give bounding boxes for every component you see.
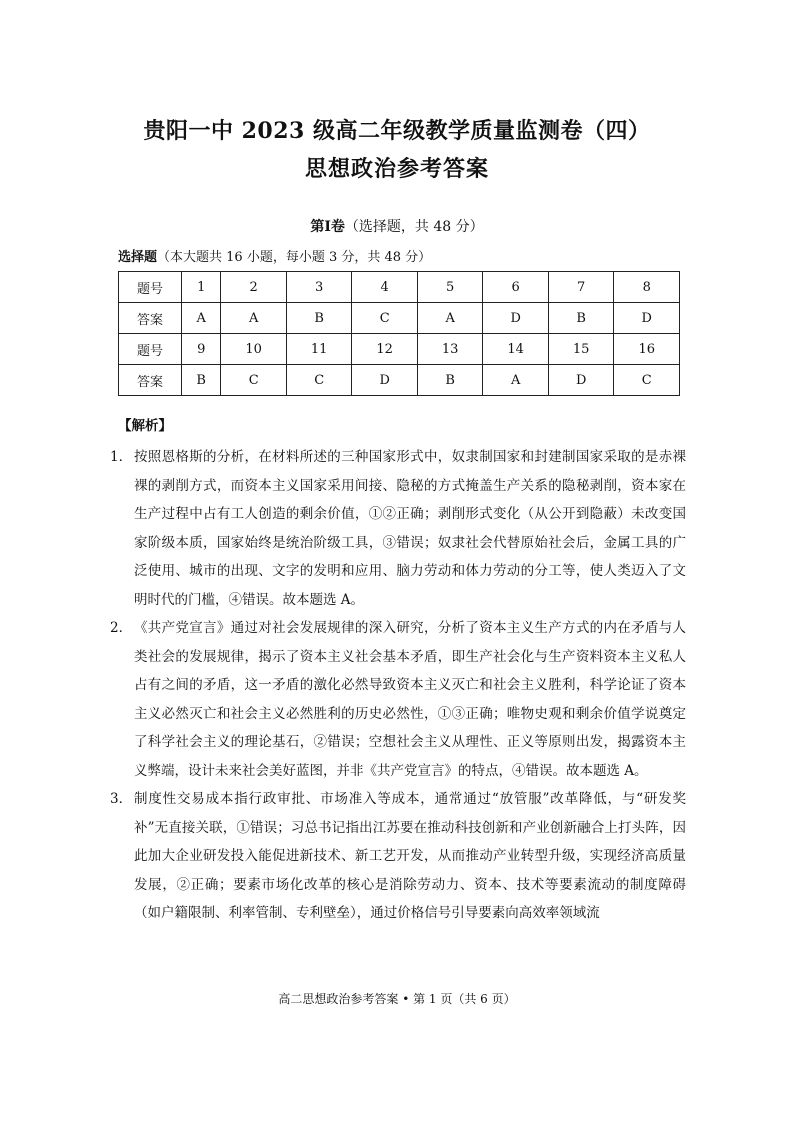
answer-table-cell: C bbox=[614, 365, 680, 396]
answer-table-cell: 7 bbox=[548, 272, 614, 303]
answer-table-cell: B bbox=[286, 303, 352, 334]
answer-table-cell: C bbox=[352, 303, 418, 334]
answer-table-cell: D bbox=[548, 365, 614, 396]
answer-table-cell: 12 bbox=[352, 334, 418, 365]
question-type-desc: （本大题共 16 小题，每小题 3 分，共 48 分） bbox=[157, 250, 432, 265]
answer-table-cell: B bbox=[182, 365, 221, 396]
section-heading bbox=[0, 216, 794, 236]
answer-table-row-header: 题号 bbox=[119, 334, 182, 365]
answer-table-cell: B bbox=[417, 365, 483, 396]
answer-table-row-header: 答案 bbox=[119, 365, 182, 396]
answer-table-cell: B bbox=[548, 303, 614, 334]
question-type-heading bbox=[118, 246, 431, 265]
answer-table-cell: D bbox=[352, 365, 418, 396]
answer-table-cell: A bbox=[221, 303, 287, 334]
answer-table-cell: 13 bbox=[417, 334, 483, 365]
analysis-item-text: 制度性交易成本指行政审批、市场准入等成本，通常通过“放管服”改革降低，与“研发奖补”无直接关联，①错误；习总书记指出江苏要在推动科技创新和产业创新融合上打头阵，因此加大企业研发投入能促进新技术、新工艺开发，从而推动产业转型升级，实现经济高质量发展，②正确；要素市场化改革的核心是消除劳动力、资本、技术等要素流动的制度障碍（如户籍限制、利率管制、专利壁垒），通过价格信号引导要素向高效率领域流 bbox=[134, 791, 686, 921]
answer-table-row bbox=[119, 272, 680, 303]
answer-table-cell: A bbox=[417, 303, 483, 334]
answer-table-cell: 9 bbox=[182, 334, 221, 365]
analysis-item-text: 《共产党宣言》通过对社会发展规律的深入研究，分析了资本主义生产方式的内在矛盾与人类社会的发展规律，揭示了资本主义社会基本矛盾，即生产社会化与生产资料资本主义私人占有之间的矛盾，这一矛盾的激化必然导致资本主义灭亡和社会主义胜利，科学论证了资本主义必然灭亡和社会主义必然胜利的历史必然性，①③正确；唯物史观和剩余价值学说奠定了科学社会主义的理论基石，②错误；空想社会主义从理性、正义等原则出发，揭露资本主义弊端，设计未来社会美好蓝图，并非《共产党宣言》的特点，④错误。故本题选 A。 bbox=[134, 620, 686, 779]
answer-table-cell: D bbox=[483, 303, 549, 334]
answer-table-cell: 1 bbox=[182, 272, 221, 303]
answer-table-cell: 4 bbox=[352, 272, 418, 303]
analysis-item bbox=[110, 443, 686, 614]
answer-table bbox=[118, 271, 680, 396]
analysis-item bbox=[110, 614, 686, 785]
page-footer: 高二思想政治参考答案 • 第 1 页（共 6 页） bbox=[278, 992, 516, 1006]
answer-table-row bbox=[119, 334, 680, 365]
answer-table-cell: 5 bbox=[417, 272, 483, 303]
answer-table-cell: 3 bbox=[286, 272, 352, 303]
answer-table-cell: D bbox=[614, 303, 680, 334]
analysis-item-number: 3． bbox=[110, 791, 133, 807]
question-type-label: 选择题 bbox=[118, 250, 158, 265]
answer-table-cell: 16 bbox=[614, 334, 680, 365]
answer-table-cell: 11 bbox=[286, 334, 352, 365]
analysis-heading: 【解析】 bbox=[118, 418, 172, 434]
section-part-suffix: （选择题，共 48 分） bbox=[344, 219, 484, 235]
analysis-list bbox=[110, 443, 686, 928]
answer-table-row-header: 题号 bbox=[119, 272, 182, 303]
answer-table-cell: 2 bbox=[221, 272, 287, 303]
analysis-item-number: 1． bbox=[110, 449, 133, 465]
document-subtitle: 思想政治参考答案 bbox=[304, 156, 489, 182]
answer-table-cell: A bbox=[182, 303, 221, 334]
answer-table-row bbox=[119, 365, 680, 396]
answer-table-cell: C bbox=[221, 365, 287, 396]
answer-table-cell: 10 bbox=[221, 334, 287, 365]
answer-table-row-header: 答案 bbox=[119, 303, 182, 334]
answer-table-cell: 15 bbox=[548, 334, 614, 365]
section-part-label: 第Ⅰ卷 bbox=[310, 219, 345, 235]
answer-table-cell: 8 bbox=[614, 272, 680, 303]
analysis-item-number: 2． bbox=[110, 620, 133, 636]
answer-table-row bbox=[119, 303, 680, 334]
analysis-item bbox=[110, 785, 686, 928]
document-title: 贵阳一中 2023 级高二年级教学质量监测卷（四） bbox=[143, 118, 651, 144]
answer-table-cell: 14 bbox=[483, 334, 549, 365]
answer-table-cell: 6 bbox=[483, 272, 549, 303]
answer-table-cell: C bbox=[286, 365, 352, 396]
answer-table-cell: A bbox=[483, 365, 549, 396]
analysis-item-text: 按照恩格斯的分析，在材料所述的三种国家形式中，奴隶制国家和封建制国家采取的是赤裸裸的剥削方式，而资本主义国家采用间接、隐秘的方式掩盖生产关系的隐秘剥削，资本家在生产过程中占有工人创造的剩余价值，①②正确；剥削形式变化（从公开到隐蔽）未改变国家阶级本质，国家始终是统治阶级工具，③错误；奴隶社会代替原始社会后，金属工具的广泛使用、城市的出现、文字的发明和应用、脑力劳动和体力劳动的分工等，使人类迈入了文明时代的门槛，④错误。故本题选 A。 bbox=[134, 449, 686, 608]
